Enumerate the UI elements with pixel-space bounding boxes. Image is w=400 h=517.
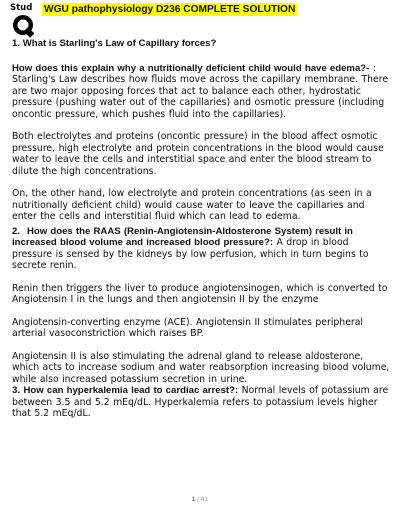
logo-q-icon — [11, 13, 37, 39]
question-1b-text: How does this explain why a nutritionally deficient child would have edema?- — [12, 62, 370, 74]
question-1-number: 1. — [12, 38, 21, 49]
logo-text: Stud — [10, 3, 33, 13]
question-2-number: 2. — [12, 225, 21, 237]
question-2-answer: A drop in blood pressure is sensed by the kidneys by low perfusion, which in turn begins to secrete renin. — [12, 237, 369, 271]
question-1-title: What is Starling's Law of Capillary forces? — [22, 38, 217, 49]
question-2-text: How does the RAAS (Renin-Angiotensin-Aldosterone System) result in increased blood volume and increased blood pressure?: — [12, 225, 353, 248]
paragraph: Angiotensin-converting enzyme (ACE). Angiotensin II stimulates peripheral arterial vasoconstriction which raises BP. — [12, 316, 364, 339]
document-title: WGU pathophysiology D236 COMPLETE SOLUTION — [44, 4, 296, 15]
question-3-text: How can hyperkalemia lead to cardiac arrest?: — [23, 385, 239, 396]
question-3-answer: Normal levels of potassium are between 3.5 and 5.2 mEq/dL. Hyperkalemia refers to potassium levels higher that 5.2 mEq/dL. — [12, 385, 389, 419]
question-1b-answer: : Starling's Law describes how fluids move across the capillary membrane. There are two major opposing forces that act to balance each other, hydrostatic pressure (pushing water out of the capillaries) and osmotic pressure (including oncontic pressure, which pushes fluid into the capillaries). — [12, 62, 389, 120]
question-3 — [12, 385, 392, 420]
question-1-heading — [12, 38, 392, 50]
question-3-number: 3. — [12, 385, 21, 396]
page-total: / 41 — [195, 496, 209, 503]
paragraph: Renin then triggers the liver to produce angiotensinogen, which is converted to Angiotensin I in the lungs and then angiotensin II by the enzyme — [12, 282, 388, 305]
question-2 — [12, 226, 392, 272]
paragraph: Angiotensin II is also stimulating the adrenal gland to release aldosterone, which acts to increase sodium and water reabsorption increasing blood volume, while also increased potassium secretion in urine. — [12, 350, 390, 385]
question-1-answer — [12, 63, 392, 121]
logo — [5, 3, 35, 37]
document-body — [12, 38, 392, 431]
page-number: 1 — [191, 496, 196, 503]
paragraph: On, the other hand, low electrolyte and protein concentrations (as seen in a nutritionally deficient child) would cause water to leave the capillaries and enter the cells and interstitial fluid which can lead to edema. — [12, 188, 372, 222]
page-footer — [0, 496, 400, 503]
paragraph: Both electrolytes and proteins (oncontic pressure) in the blood affect osmotic pressure, high electrolyte and protein concentrations in the blood would cause water to leave the cells and interstitial space and enter the blood stream to dilute the high concentrations. — [12, 131, 384, 177]
